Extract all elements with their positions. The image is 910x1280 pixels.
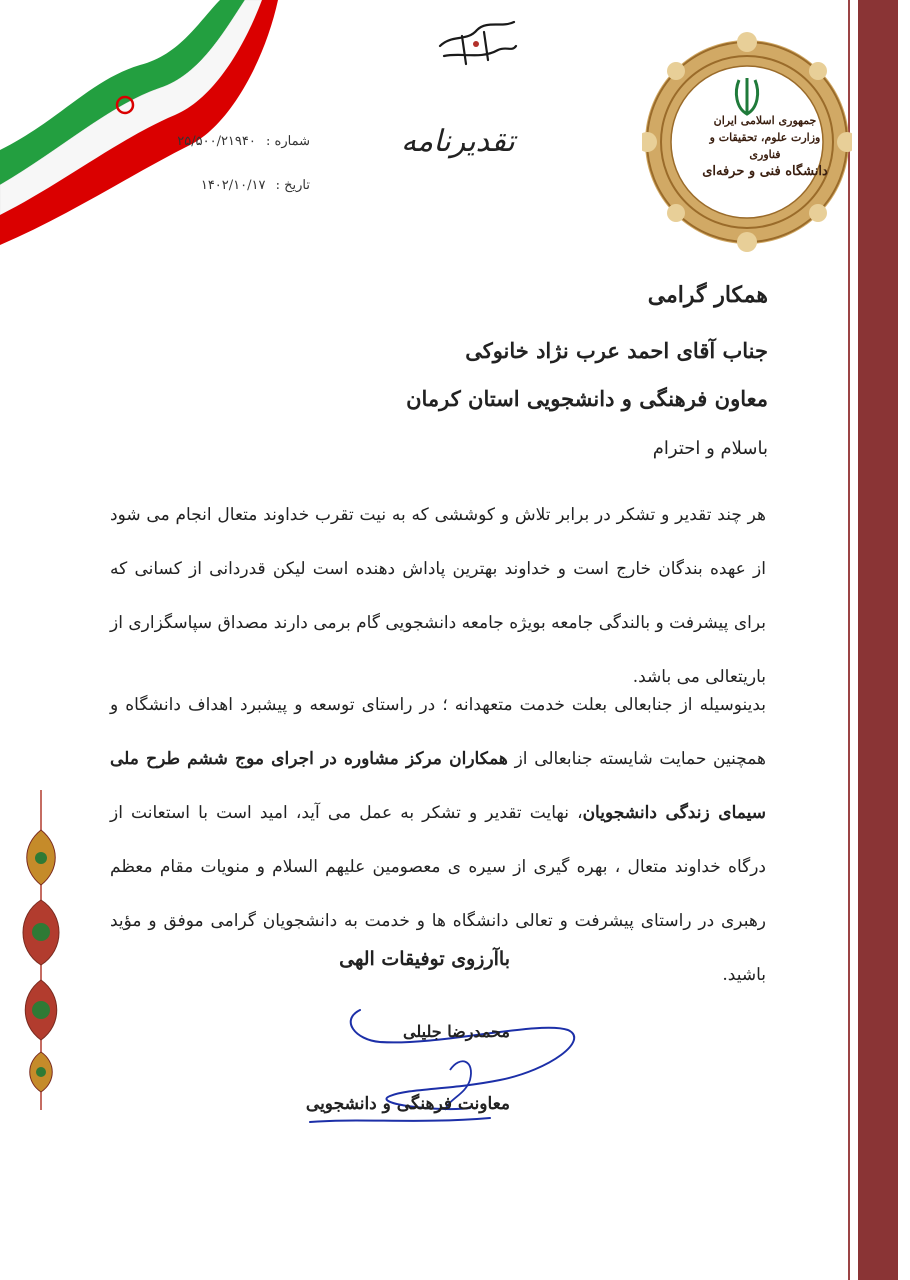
number-value: ۲۵/۵۰۰/۲۱۹۴۰: [177, 134, 256, 149]
seal-text: [700, 112, 830, 180]
body-paragraph-1: هر چند تقدیر و تشکر در برابر تلاش و کوششی که به نیت تقرب خداوند متعال انجام می شود از عهده بندگان خارج است و خداوند بهترین پاداش دهنده است لیکن قدردانی از کسانی که برای پیشرفت و بالندگی جامعه بویژه جامعه دانشجویی گام برمی دارند مصداق سپاسگزاری از باریتعالی می باشد.: [110, 505, 766, 687]
document-title: تقدیرنامه: [401, 124, 515, 159]
number-label: شماره :: [266, 134, 310, 149]
bismillah-calligraphy-icon: [432, 16, 522, 74]
greeting: باسلام و احترام: [652, 438, 768, 459]
seal-line-1: جمهوری اسلامی ایران: [713, 114, 817, 127]
ornament-decoration-icon: [12, 790, 70, 1110]
decorative-border: [858, 0, 898, 1280]
recipient-name: جناب آقای احمد عرب نژاد خانوکی: [465, 338, 768, 363]
paragraph-2-highlight: همکاران مرکز مشاوره در اجرای موج ششم طرح ملی سیمای زندگی دانشجویان: [110, 749, 766, 823]
seal-line-3: دانشگاه فنی و حرفه‌ای: [702, 164, 828, 179]
salutation: همکار گرامی: [647, 282, 768, 308]
letter-date: [160, 178, 310, 193]
closing-wish: باآرزوی توفیقات الهی: [339, 948, 510, 970]
paragraph-2-rest: ، نهایت تقدیر و تشکر به عمل می آید، امید است با استعانت از درگاه خداوند متعال ، بهره گیری از سیره ی معصومین علیهم السلام و منویات مقام معظم رهبری در راستای پیشرفت و تعالی دانشگاه ها و خدمت به دانشجویان گرامی موفق و مؤید باشید.: [110, 803, 766, 985]
date-value: ۱۴۰۲/۱۰/۱۷: [200, 178, 266, 193]
paragraph-2-intro: بدینوسیله از جنابعالی بعلت خدمت متعهدانه ؛ در راستای توسعه و پیشبرد اهداف دانشگاه و همچنین حمایت شایسته جنابعالی از: [110, 695, 766, 769]
seal-line-2: وزارت علوم، تحقیقات و فناوری: [709, 131, 821, 161]
letter-number: [160, 134, 310, 149]
signer-title: معاونت فرهنگی و دانشجویی: [305, 1094, 510, 1114]
recipient-position: معاون فرهنگی و دانشجویی استان کرمان: [406, 386, 768, 411]
signer-name: محمدرضا جلیلی: [403, 1022, 510, 1041]
date-label: تاریخ :: [275, 178, 310, 193]
iran-flag-icon: [0, 0, 280, 250]
